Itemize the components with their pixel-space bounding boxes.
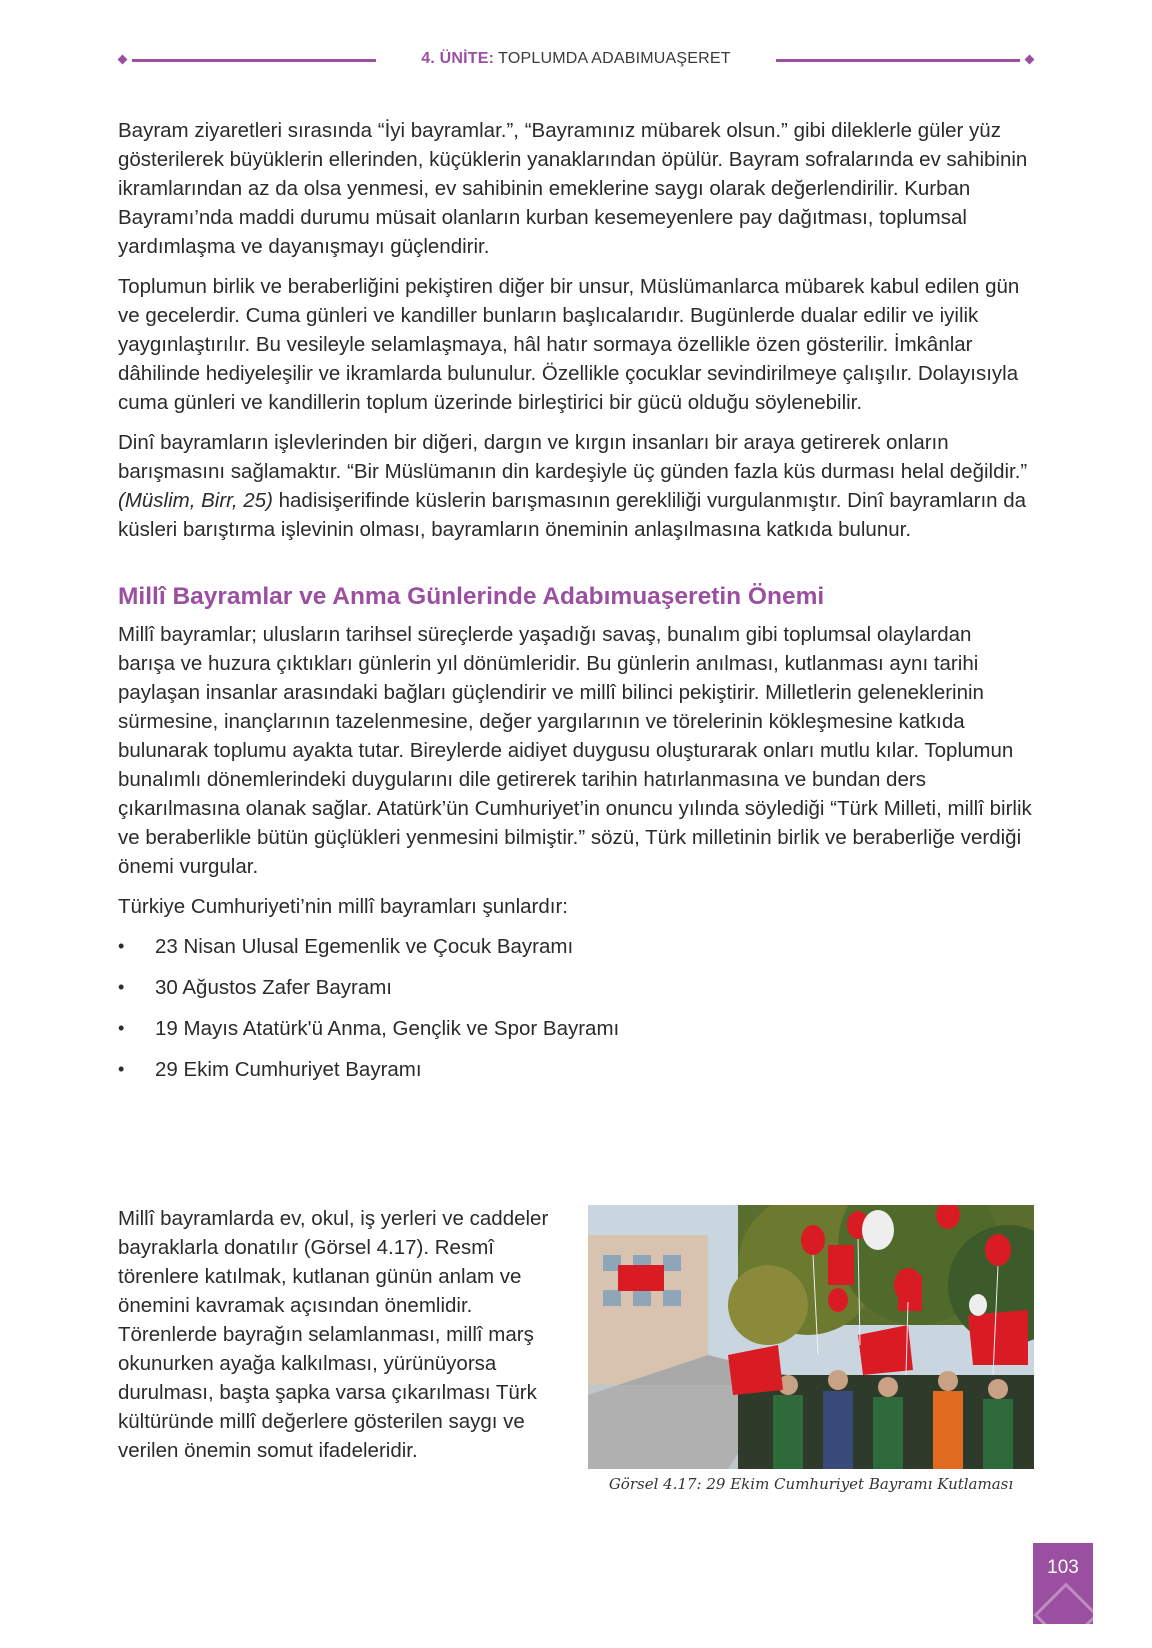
paragraph-reconciliation [118,428,1034,544]
page-number: 103 [1047,1557,1079,1578]
header-title [378,50,774,68]
header-diamond-right [1025,55,1035,65]
hadith-citation: (Müslim, Birr, 25) [118,489,273,512]
bullet-icon: • [118,1059,125,1079]
list-item [118,1055,1034,1084]
header-rule-left [132,59,376,62]
republic-day-photo [588,1205,1034,1469]
paragraph-bayram-visits: Bayram ziyaretleri sırasında “İyi bayramlar.”, “Bayramınız mübarek olsun.” gibi dileklerle güler yüz gösterilerek büyüklerin ellerinden, küçüklerin yanaklarından öpülür. Bayram sofralarında ev sahibinin ikramlarından az da olsa yenmesi, ev sahibinin emeklerine saygı olarak değerlendirilir. Kurban Bayramı’nda maddi durumu müsait olanların kurban kesemeyenlere pay dağıtması, toplumsal yardımlaşma ve dayanışmayı güçlendirir. [118,119,1028,258]
bullet-icon: • [118,977,125,997]
paragraph-national-holidays: Millî bayramlar; ulusların tarihsel süreçlerde yaşadığı savaş, bunalım gibi toplumsal olaylardan barışa ve huzura çıktıkları günlerin yıl dönümleridir. Bu günlerin anılması, kutlanması aynı tarihi paylaşan insanlar arasındaki bağları güçlendirir ve millî bilinci pekiştirir. Milletlerin geleneklerinin sürmesine, inançlarının tazelenmesine, değer yargılarının ve törelerinin kökleşmesine katkıda bulunarak toplumu ayakta tutar. Bireylerde aidiyet duygusu oluşturarak onları mutlu kılar. Toplumun bunalımlı dönemlerindeki duygularını dile getirerek tarihin hatırlanmasına ve bundan ders çıkarılmasına olanak sağlar. Atatürk’ün Cumhuriyet’in onuncu yılında söylediği “Türk Milleti, millî birlik ve beraberlikle bütün güçlükleri yenmesini bilmiştir.” sözü, Türk milletinin birlik ve beraberliğe verdiği önemi vurgular. [118,623,1032,878]
paragraph-ceremonies: Millî bayramlarda ev, okul, iş yerleri ve caddeler bayraklarla donatılır (Görsel 4.17). Resmî törenlere katılmak, kutlanan günün anlam ve önemini kavramak açısından önemlidir. Törenlerde bayrağın selamlanması, millî marş okunurken ayağa kalkılması, yürünüyorsa durulması, başta şapka varsa çıkarılması Türk kültüründe millî değerlere gösterilen saygı ve verilen önemin somut ifadeleridir. [118,1207,549,1462]
bullet-icon: • [118,936,125,956]
figure-caption: Görsel 4.17: 29 Ekim Cumhuriyet Bayramı Kutlaması [608,1475,1014,1493]
holiday-list [118,932,1034,1084]
holiday-name: 23 Nisan Ulusal Egemenlik ve Çocuk Bayramı [155,935,574,958]
holiday-name: 30 Ağustos Zafer Bayramı [155,976,393,999]
list-item [118,973,1034,1002]
paragraph-holiday-list-intro: Türkiye Cumhuriyeti’nin millî bayramları şunlardır: [118,895,568,918]
page-number-tab [1033,1543,1093,1624]
paragraph-holy-days: Toplumun birlik ve beraberliğini pekiştiren diğer bir unsur, Müslümanlarca mübarek kabul edilen gün ve gecelerdir. Cuma günleri ve kandiller bunların başlıcalarıdır. Bugünlerde dualar edilir ve iyilik yaygınlaştırılır. Bu vesileyle selamlaşmaya, hâl hatır sormaya özellikle özen gösterilir. İmkânlar dâhilinde hediyeleşilir ve ikramlarda bulunulur. Özellikle çocuklar sevindirilmeye çalışılır. Dolayısıyla cuma günleri ve kandillerin toplum üzerinde birleştirici bir gücü olduğu söylenebilir. [118,275,1020,414]
paragraph-reconciliation-rest: hadisişerifinde küslerin barışmasının gerekliliği vurgulanmıştır. Dinî bayramların da küsleri barıştırma işlevinin olması, bayramların öneminin anlaşılmasına katkıda bulunur. [118,489,1027,541]
section-heading: Millî Bayramlar ve Anma Günlerinde Adabımuaşeretin Önemi [118,583,825,610]
ornament-icon [1033,1582,1098,1647]
paragraph-reconciliation-quote: Dinî bayramların işlevlerinden bir diğeri, dargın ve kırgın insanları bir araya getirerek onların barışmasını sağlamaktır. “Bir Müslümanın din kardeşiyle üç günden fazla küs durması helal değildir.” [118,431,1028,483]
list-item [118,1014,1034,1043]
header-unit-label: 4. ÜNİTE: [421,50,495,67]
holiday-name: 29 Ekim Cumhuriyet Bayramı [155,1058,422,1081]
bullet-icon: • [118,1018,125,1038]
header-unit-title: TOPLUMDA ADABIMUAŞERET [498,50,731,67]
holiday-name: 19 Mayıs Atatürk'ü Anma, Gençlik ve Spor Bayramı [155,1017,620,1040]
main-content [118,116,1034,1096]
header-diamond-left [118,55,128,65]
figure-republic-day [588,1205,1034,1493]
header-rule-right [776,59,1020,62]
page-header [118,48,1034,72]
list-item [118,932,1034,961]
